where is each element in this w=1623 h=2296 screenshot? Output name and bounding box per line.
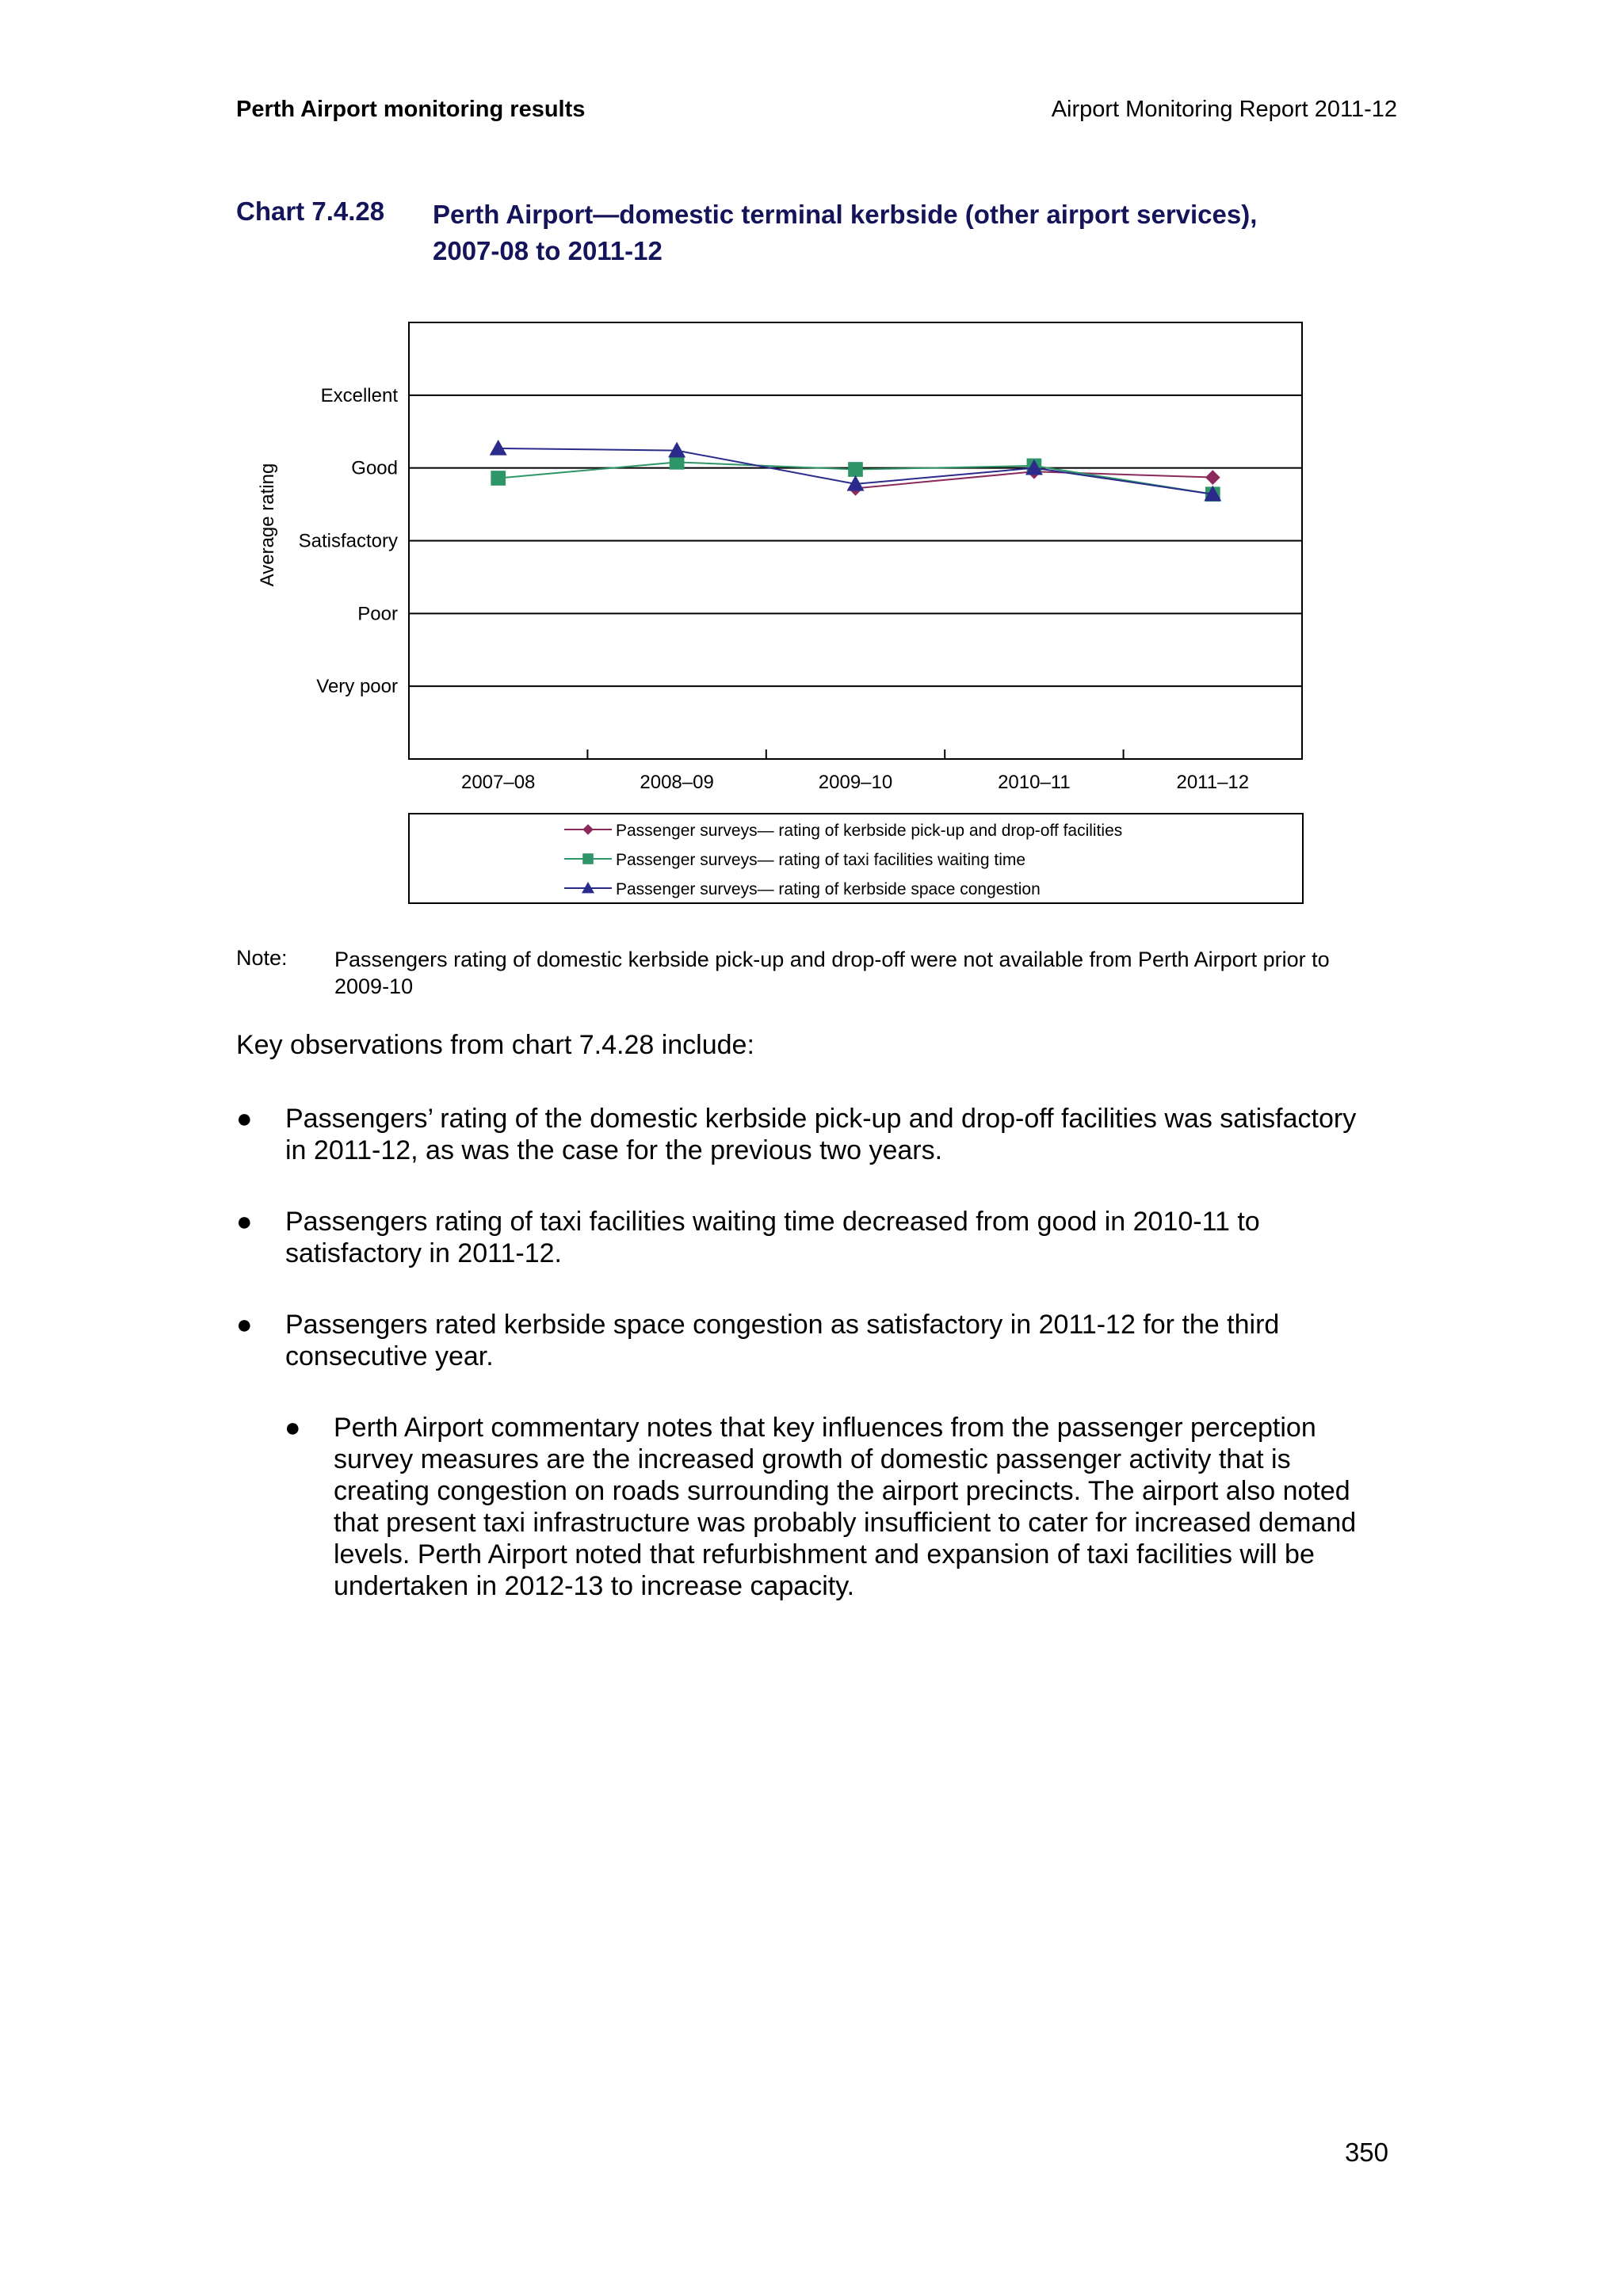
y-axis <box>257 385 398 697</box>
bullet-dot-icon: ● <box>236 1207 253 1237</box>
square-marker <box>491 471 506 486</box>
page-number: 350 <box>1344 2138 1388 2167</box>
legend <box>409 814 1303 903</box>
y-tick-label: Very poor <box>316 676 398 698</box>
bullet-dot-icon: ● <box>236 1104 253 1134</box>
observation-text: Passengers’ rating of the domestic kerbside pick-up and drop-off facilities was satisfactory in 2011-12, as was the case for the previous two years. <box>285 1104 1357 1165</box>
observation-text: Passengers rated kerbside space congestion as satisfactory in 2011-12 for the third consecutive year. <box>285 1310 1280 1371</box>
x-tick-label: 2009–10 <box>818 772 893 793</box>
observation-bullet <box>236 1103 1379 1166</box>
y-axis-title: Average rating <box>257 463 278 587</box>
x-tick-label: 2007–08 <box>460 772 536 793</box>
square-marker <box>848 462 863 477</box>
bullet-dot-icon: ● <box>285 1413 301 1443</box>
x-tick-label: 2008–09 <box>640 772 714 793</box>
chart-title: Perth Airport—domestic terminal kerbside (other airport services), 2007-08 to 2011-12 <box>433 200 1258 265</box>
sub-bullet-text: Perth Airport commentary notes that key influences from the passenger perception survey measures are the increased growth of domestic passenger activity that is creating congestion on roads surrounding the airport precincts. The airport also noted that present taxi infrastructure was probably insufficient to cater for increased demand levels. Perth Airport noted that refurbishment and expansion of taxi facilities will be undertaken in 2012-13 to increase capacity. <box>334 1413 1357 1601</box>
observation-bullet <box>236 1309 1379 1372</box>
note-label: Note: <box>236 946 288 970</box>
observation-text: Passengers rating of taxi facilities waiting time decreased from good in 2010-11 to satisfactory in 2011-12. <box>285 1207 1260 1268</box>
legend-label: Passenger surveys— rating of taxi facilities waiting time <box>616 851 1026 869</box>
running-header-report: Airport Monitoring Report 2011-12 <box>1051 97 1397 122</box>
legend-label: Passenger surveys— rating of kerbside space congestion <box>616 880 1041 898</box>
note-text: Passengers rating of domestic kerbside pick-up and drop-off were not available from Perth Airport prior to 2009-10 <box>334 948 1330 998</box>
observations-intro: Key observations from chart 7.4.28 include: <box>236 1030 754 1060</box>
sub-bullet <box>285 1412 1380 1602</box>
observation-bullet <box>236 1206 1379 1269</box>
square-marker <box>582 853 594 864</box>
y-tick-label: Poor <box>357 603 398 625</box>
x-tick-label: 2010–11 <box>998 772 1071 793</box>
y-tick-label: Good <box>351 457 398 479</box>
line-chart <box>0 0 1623 919</box>
plot-area <box>409 322 1302 759</box>
y-tick-label: Excellent <box>320 384 398 406</box>
running-header-section: Perth Airport monitoring results <box>236 97 586 122</box>
y-tick-label: Satisfactory <box>298 530 398 552</box>
legend-label: Passenger surveys— rating of kerbside pick-up and drop-off facilities <box>616 822 1123 840</box>
bullet-dot-icon: ● <box>236 1310 253 1340</box>
x-tick-label: 2011–12 <box>1176 772 1250 793</box>
chart-number: Chart 7.4.28 <box>236 196 385 226</box>
